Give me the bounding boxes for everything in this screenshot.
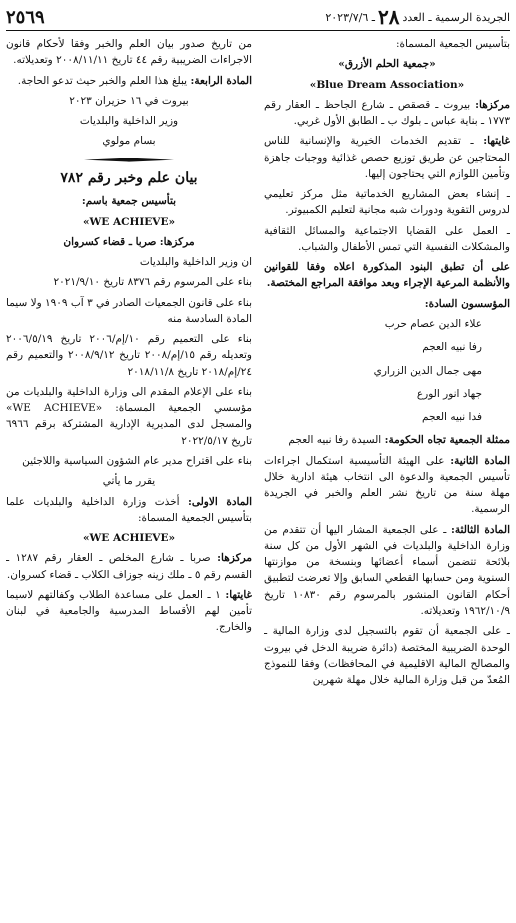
hq-paragraph — [264, 97, 510, 130]
gov-rep-text: السيدة رفا نبيه العجم — [288, 434, 382, 447]
notice-number: ٧٨٢ — [60, 169, 83, 186]
columns — [6, 36, 510, 919]
hq2-label: مركزها: — [217, 552, 252, 565]
place-date: بيروت في ١٦ حزيران ٢٠٢٣ — [69, 94, 189, 107]
founder-item: فدا نبيه العجم — [422, 411, 482, 424]
hq-short-text: صربا ـ قضاء كسروان — [63, 235, 157, 248]
minister-name: بسام مولوي — [102, 135, 156, 148]
preamble-6: بناء على اقتراح مدير عام الشؤون السياسية واللاجئين — [22, 455, 252, 467]
association-name-en: «Blue Dream Association» — [309, 78, 465, 91]
preamble-1: ان وزير الداخلية والبلديات — [139, 256, 252, 269]
conditions-text: على أن تطبق البنود المذكورة اعلاه وفقا للقوانين والأنظمة المرعية الإجراء وبعد موافقة المراجع المختصة. — [264, 261, 510, 290]
goal-label: غايتها: — [483, 135, 510, 148]
hq2-text: صربا ـ شارع المخلص ـ العقار رقم ١٢٨٧ ـ القسم رقم ٥ ـ ملك زينه جوزاف الكلاب ـ قضاء كسروان. — [6, 552, 252, 581]
gov-rep-label: ممثلة الجمعية تجاه الحكومة: — [384, 434, 510, 447]
article-2 — [264, 453, 510, 518]
article-3-b: ـ على الجمعية أن تقوم بالتسجيل لدى وزارة المالية ـ الوحدة الضريبية المختصة (دائرة ضريبة الدخل في بيروت والمصالح المالية الاقليمية في المحافظات) وفقا للنموذج المُعدّ من قبل وزارة المالية خلال مهلة شهرين — [264, 625, 510, 687]
journal-name: الجريدة الرسمية ـ العدد — [402, 10, 510, 24]
association-name-ar: «جمعية الحلم الأزرق» — [338, 58, 436, 71]
founders-list — [264, 316, 510, 425]
preamble-3: بناء على قانون الجمعيات الصادر في ٣ آب ١٩٠٩ ولا سيما المادة السادسة منه — [6, 296, 252, 325]
article-3 — [264, 522, 510, 620]
article-1-label: المادة الاولى: — [187, 495, 252, 508]
article-3-text: ـ على الجمعية المشار اليها أن تتقدم من وزارة الداخلية والبلديات في الشهر الأول من كل سنة بلائحة تتضمن أسماء أعضائها وبنسخة من موازنتها السنوية ومن حسابها القطعي السابق وإلا تعرضت لتطبيق أحكام القانون المنشور بالمرسوم رقم ١٠٨٣٠ تاريخ ١٩٦٢/١٠/٩ وتعديلاته. — [264, 523, 510, 617]
hq-label: مركزها: — [475, 98, 510, 111]
right-column — [264, 36, 510, 919]
preamble-2: بناء على المرسوم رقم ٨٣٧٦ تاريخ ٢٠٢١/٩/١٠ — [53, 276, 252, 289]
goal-paragraph — [6, 587, 252, 636]
association-name-en-2: «WE ACHIEVE» — [82, 532, 176, 545]
founder-item: علاء الدين عصام حرب — [384, 317, 482, 330]
founders-label: المؤسسون السادة: — [424, 297, 510, 310]
journal-title — [325, 5, 510, 29]
goal-text: ١ ـ العمل على مساعدة الطلاب وكفالتهم لاسيما تأمين لهم الأقساط المدرسية والجامعية في لبنان والخارج. — [6, 588, 252, 634]
section-divider — [84, 158, 174, 162]
notice-title-text: بيان علم وخبر رقم — [87, 169, 198, 186]
intro-text: بتأسيس الجمعية المسماة: — [395, 38, 510, 50]
founder-item: مهى جمال الدين الزراري — [373, 364, 482, 377]
goal-1: ـ تقديم الخدمات الخيرية والإنسانية للناس المحتاجين عن طريق توزيع حصص غذائية ووجبات جاهزة وتأمين اللوازم التي يحتاجون إليها. — [264, 135, 510, 180]
continuation-text: من تاريخ صدور بيان العلم والخبر وفقا لأحكام قانون الاجراءات الضريبية رقم ٤٤ تاريخ ٢٠٠٨/١١/١١ وتعديلاته. — [6, 38, 252, 67]
association-name-en: «WE ACHIEVE» — [82, 215, 176, 228]
issue-date: ـ ٢٠٢٣/٧/٦ — [325, 10, 375, 24]
article-4-text: يبلغ هذا العلم والخبر حيث تدعو الحاجة. — [17, 74, 188, 87]
notice-subtitle: بتأسيس جمعية باسم: — [81, 195, 177, 208]
hq-text: بيروت ـ قصقص ـ شارع الجاحظ ـ العقار رقم ١٧٧٣ ـ بناية عباس ـ بلوك ب ـ الطابق الأول غربي. — [264, 98, 510, 128]
article-1 — [6, 494, 252, 527]
article-4-label: المادة الرابعة: — [190, 74, 252, 87]
hq-label: مركزها: — [159, 235, 195, 248]
notice-title — [6, 168, 252, 190]
minister-title: وزير الداخلية والبلديات — [79, 115, 179, 128]
page-header — [6, 6, 510, 31]
hq-short — [6, 234, 252, 250]
preamble-5: بناء على الإعلام المقدم الى وزارة الداخلية والبلديات من مؤسسي الجمعية المسماة: «WE ACHIEVE» والمسجل لدى المديرية الإدارية المشتركة برقم ٦٩٦٦ تاريخ ٢٠٢٢/٥/١٧ — [6, 385, 252, 447]
goal-paragraph — [264, 133, 510, 182]
issue-number: ٢٨ — [377, 5, 400, 29]
decides-text: يقرر ما يأتي — [102, 475, 156, 488]
founder-item: رفا نبيه العجم — [422, 341, 482, 354]
preamble-4: بناء على التعميم رقم ١٠/إم/٢٠٠٦ تاريخ ٢٠٠٦/٥/١٩ وتعديله رقم ١٥/إم/٢٠٠٨ تاريخ ٢٠٠٨/٩/١٢ والتعميم رقم ٢٤/إم/٢٠١٨ تاريخ ٢٠١٨/١١/٨ — [6, 333, 252, 378]
page-number: ٢٥٦٩ — [6, 6, 45, 28]
founder-item: جهاد انور الورع — [416, 387, 482, 400]
goal-2: ـ إنشاء بعض المشاريع الخدماتية مثل مركز تعليمي لدروس التقوية ودورات شبه مجانية لتعليم الكمبيوتر. — [264, 188, 510, 217]
left-column — [6, 36, 252, 919]
article-2-label: المادة الثانية: — [450, 454, 510, 467]
gov-rep-paragraph — [264, 432, 510, 448]
article-4 — [6, 73, 252, 89]
goal-3: ـ العمل على القضايا الاجتماعية والمسائل الثقافية والمشكلات النفسية التي تمس الأطفال والشباب. — [264, 224, 510, 253]
article-2-text: على الهيئة التأسيسية استكمال اجراءات تأسيس الجمعية والدعوة الى انتخاب هيئة ادارية خلال مهلة سنة من تاريخ نشر العلم والخبر في الجريدة الرسمية. — [264, 454, 510, 516]
hq2-paragraph — [6, 550, 252, 583]
goal-label: غايتها: — [225, 588, 252, 601]
article-1-text: أخذت وزارة الداخلية والبلديات علما بتأسيس الجمعية المسماة: — [6, 495, 252, 524]
article-3-label: المادة الثالثة: — [451, 523, 510, 536]
